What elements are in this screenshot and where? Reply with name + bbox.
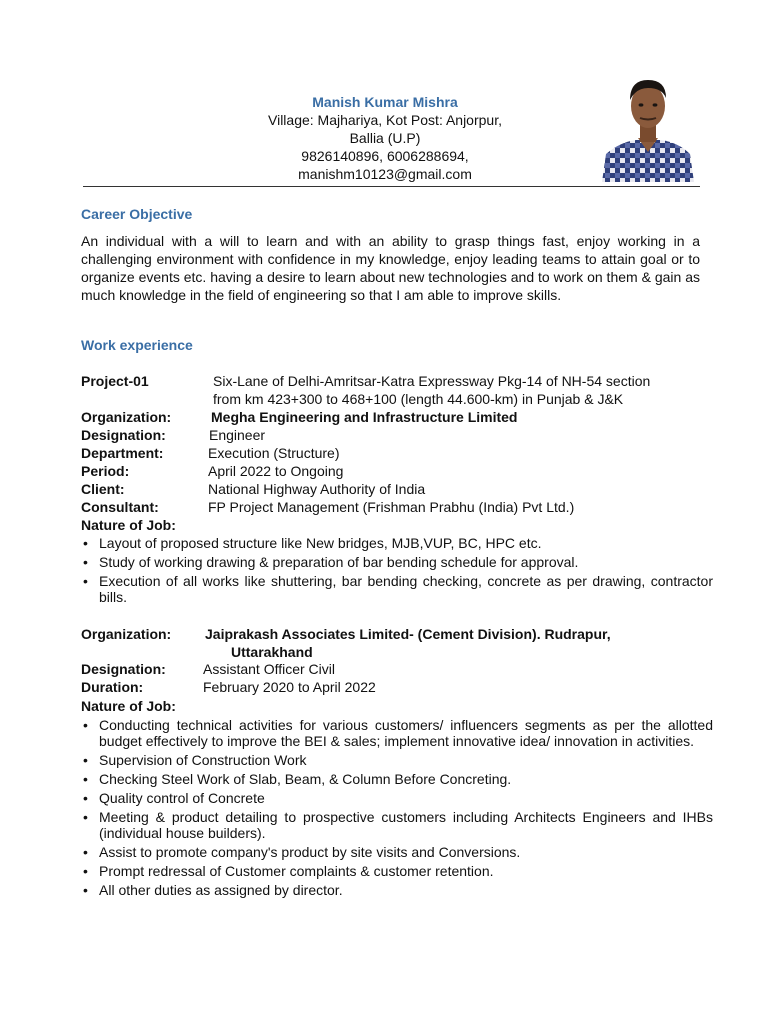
organization-value: Megha Engineering and Infrastructure Limited xyxy=(211,409,518,425)
duration-row xyxy=(81,678,376,696)
nature-of-job-row xyxy=(81,516,176,534)
organization-label: Organization: xyxy=(81,409,172,425)
designation-row xyxy=(81,426,266,444)
list-item: • Assist to promote company's product by site visits and Conversions. xyxy=(81,844,713,860)
project-label: Project-01 xyxy=(81,373,149,389)
job2-duties-list xyxy=(81,717,713,901)
nature-of-job-label: Nature of Job: xyxy=(81,517,176,533)
project-row xyxy=(81,372,651,390)
department-value: Execution (Structure) xyxy=(208,445,340,461)
career-objective-heading: Career Objective xyxy=(81,206,193,222)
organization-value-line-1: Jaiprakash Associates Limited- (Cement Division). Rudrapur, xyxy=(205,626,611,642)
profile-photo xyxy=(600,68,696,182)
list-item: • Supervision of Construction Work xyxy=(81,752,713,768)
organization-label: Organization: xyxy=(81,626,172,642)
period-value: April 2022 to Ongoing xyxy=(208,463,344,479)
designation-row-2 xyxy=(81,660,335,678)
nature-of-job-row-2 xyxy=(81,697,176,715)
list-item: • Checking Steel Work of Slab, Beam, & Column Before Concreting. xyxy=(81,771,713,787)
project-line-1: Six-Lane of Delhi-Amritsar-Katra Expressway Pkg-14 of NH-54 section xyxy=(213,373,651,389)
phone-numbers: 9826140896, 6006288694, xyxy=(301,148,469,164)
list-item: • Layout of proposed structure like New bridges, MJB,VUP, BC, HPC etc. xyxy=(81,535,713,551)
consultant-label: Consultant: xyxy=(81,499,159,515)
job1-duties-list xyxy=(81,535,713,608)
nature-of-job-label: Nature of Job: xyxy=(81,698,176,714)
organization-row xyxy=(81,408,518,426)
department-label: Department: xyxy=(81,445,164,461)
career-objective-text: An individual with a will to learn and with an ability to grasp things fast, enjoy working in a challenging environment with confidence in my knowledge, enjoy leading teams to attain goal or to organize events etc. having a desire to learn about new technologies and to work on them & gain as much knowledge in the field of engineering so that I am able to improve skills. xyxy=(81,233,700,303)
resume-header xyxy=(250,93,520,183)
list-item: • Conducting technical activities for various customers/ influencers segments as per the allotted budget effectively to improve the BEI & sales; implement innovative idea/ innovation in activities. xyxy=(81,717,713,749)
list-item: • Execution of all works like shuttering, bar bending checking, concrete as per drawing, contractor bills. xyxy=(81,573,713,605)
designation-label: Designation: xyxy=(81,661,166,677)
client-label: Client: xyxy=(81,481,125,497)
client-value: National Highway Authority of India xyxy=(208,481,426,497)
list-item: • Quality control of Concrete xyxy=(81,790,713,806)
list-item: • Study of working drawing & preparation of bar bending schedule for approval. xyxy=(81,554,713,570)
list-item: • All other duties as assigned by director. xyxy=(81,882,713,898)
project-line-2: from km 423+300 to 468+100 (length 44.600-km) in Punjab & J&K xyxy=(213,391,624,407)
designation-label: Designation: xyxy=(81,427,166,443)
email-address: manishm10123@gmail.com xyxy=(298,166,472,182)
department-row xyxy=(81,444,340,462)
designation-value: Assistant Officer Civil xyxy=(203,661,335,677)
address-line-1: Village: Majhariya, Kot Post: Anjorpur, xyxy=(268,112,502,128)
candidate-name: Manish Kumar Mishra xyxy=(312,94,458,110)
client-row xyxy=(81,480,426,498)
address-line-2: Ballia (U.P) xyxy=(349,130,421,146)
consultant-row xyxy=(81,498,575,516)
period-label: Period: xyxy=(81,463,130,479)
organization-value-line-2: Uttarakhand xyxy=(231,644,313,660)
portrait-illustration xyxy=(600,68,696,182)
period-row xyxy=(81,462,344,480)
duration-label: Duration: xyxy=(81,679,144,695)
organization-row-2 xyxy=(81,625,611,643)
header-divider xyxy=(83,186,700,187)
consultant-value: FP Project Management (Frishman Prabhu (India) Pvt Ltd.) xyxy=(208,499,575,515)
list-item: • Meeting & product detailing to prospective customers including Architects Engineers and IHBs (individual house builders). xyxy=(81,809,713,841)
duration-value: February 2020 to April 2022 xyxy=(203,679,376,695)
work-experience-heading: Work experience xyxy=(81,337,193,353)
list-item: • Prompt redressal of Customer complaints & customer retention. xyxy=(81,863,713,879)
designation-value: Engineer xyxy=(209,427,266,443)
